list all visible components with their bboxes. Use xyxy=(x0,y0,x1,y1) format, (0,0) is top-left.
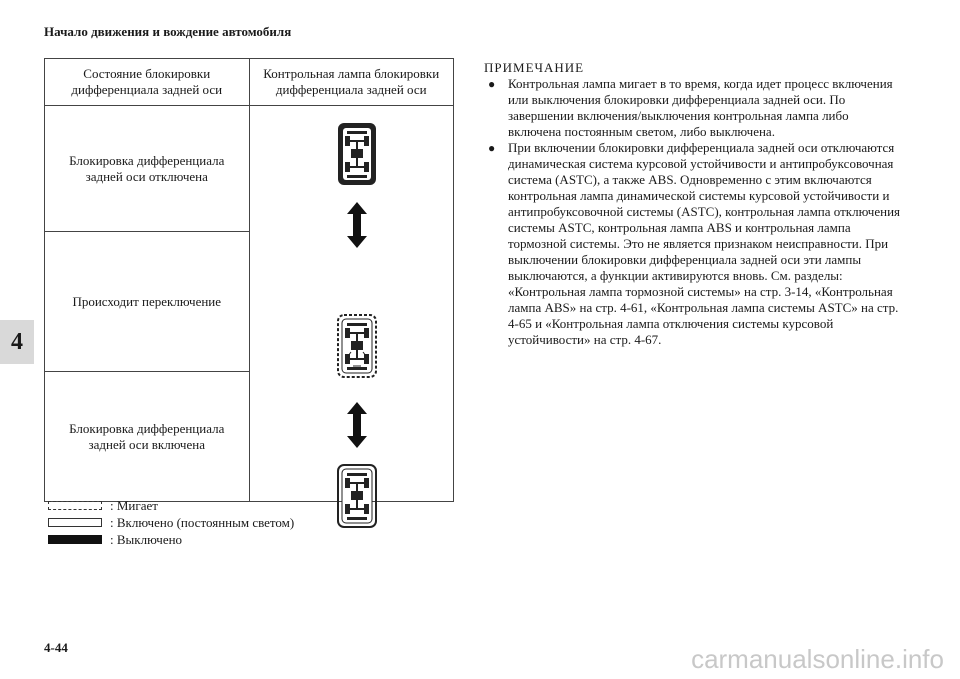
state-cell-off: Блокировка дифференциала задней оси отключена xyxy=(45,106,250,232)
note-block xyxy=(484,60,904,348)
rear-diff-lock-lamp-blinking-icon xyxy=(337,314,377,378)
blinking-swatch-icon xyxy=(48,501,102,510)
off-swatch-icon xyxy=(48,535,102,544)
double-arrow-icon xyxy=(347,202,367,248)
note-bullet: ● При включении блокировки дифференциала задней оси отключаются динамическая система курсовой устойчивости и антипробуксовочная система (ASTC), а также ABS. Одновременно с этим включаются контрольная лампа динамической системы курсовой устойчивости и антипробуксовочной системы (ASTC), контрольная лампа отключения системы ASTC, контрольная лампа ABS и контрольная лампа тормозной системы. Это не является признаком неисправности. При выключении блокировки дифференциала задней оси эти лампы выключаются, а функции активируются вновь. См. разделы: «Контрольная лампа тормозной системы» на стр. 3-14, «Контрольная лампа ABS» на стр. 4-61, «Контрольная лампа системы ASTC» на стр. 4-65 и «Контрольная лампа отключения системы курсовой устойчивости» на стр. 4-67. xyxy=(484,140,904,348)
col-header-lamp: Контрольная лампа блокировки дифференциала задней оси xyxy=(249,59,454,106)
watermark: carmanualsonline.info xyxy=(691,644,944,674)
legend-item-blinking: : Мигает xyxy=(44,497,294,514)
page-number: 4-44 xyxy=(44,640,68,655)
col-header-state: Состояние блокировки дифференциала задней оси xyxy=(45,59,250,106)
note-bullet: ● Контрольная лампа мигает в то время, когда идет процесс включения или выключения блокировки дифференциала задней оси. По завершении включения/выключения контрольная лампа либо включена постоянным светом, либо выключена. xyxy=(484,76,904,140)
bullet-icon: ● xyxy=(488,141,496,155)
on-swatch-icon xyxy=(48,518,102,527)
rear-diff-lock-lamp-off-icon xyxy=(337,122,377,186)
state-cell-switching: Происходит переключение xyxy=(45,232,250,372)
bullet-icon: ● xyxy=(488,77,496,91)
note-title: ПРИМЕЧАНИЕ xyxy=(484,60,585,75)
legend-item-off: : Выключено xyxy=(44,531,294,548)
double-arrow-icon xyxy=(347,402,367,448)
rear-diff-lock-lamp-on-icon xyxy=(337,464,377,528)
lamp-cell xyxy=(249,106,454,502)
chapter-tab: 4 xyxy=(0,320,34,364)
state-cell-on: Блокировка дифференциала задней оси включена xyxy=(45,372,250,502)
page-header: Начало движения и вождение автомобиля xyxy=(44,24,292,39)
legend xyxy=(44,497,294,548)
legend-item-on: : Включено (постоянным светом) xyxy=(44,514,294,531)
differential-lock-table xyxy=(44,58,454,502)
